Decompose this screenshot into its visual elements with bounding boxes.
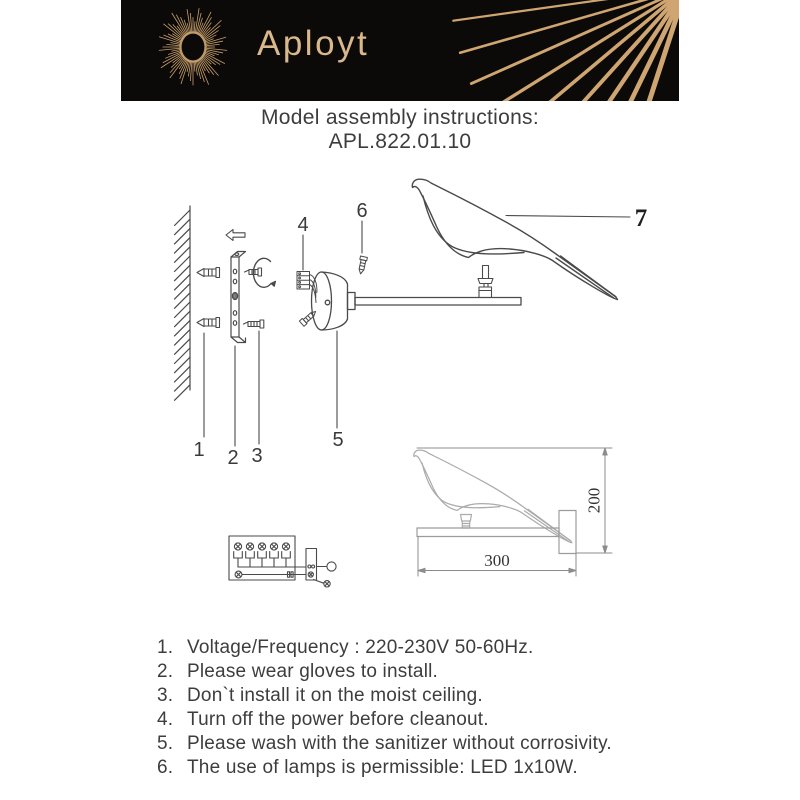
- instruction-item: [157, 708, 677, 732]
- instruction-item: [157, 660, 677, 684]
- bird-stud: [478, 266, 493, 298]
- instruction-list: [157, 636, 677, 780]
- lamp-arm: [355, 298, 521, 306]
- instruction-text: Please wear gloves to install.: [187, 661, 439, 682]
- lamp-symbol: [327, 562, 336, 571]
- instruction-text: Turn off the power before cleanout.: [187, 709, 489, 730]
- part-label-5: 5: [332, 429, 344, 451]
- bird-lamp-drawing: [412, 179, 617, 299]
- mounting-screw: [244, 320, 264, 328]
- part-label-6: 6: [356, 200, 368, 222]
- wall-hatching: [175, 210, 191, 400]
- width-dimension: 300: [484, 551, 510, 570]
- title-block: [0, 106, 800, 154]
- page-title: Model assembly instructions:: [260, 106, 539, 129]
- top-screw: [357, 256, 367, 275]
- instruction-item: [157, 684, 677, 708]
- wire-connector: [297, 272, 317, 303]
- instruction-item: [157, 636, 677, 660]
- instruction-text: Please wash with the sanitizer without corrosivity.: [187, 733, 612, 754]
- banner-decoration: [121, 0, 679, 101]
- mounting-bracket: [231, 252, 246, 343]
- instruction-number: 4.: [157, 709, 174, 730]
- wiring-diagram: [229, 536, 336, 587]
- instruction-number: 5.: [157, 733, 174, 754]
- leader-lines: [204, 216, 630, 447]
- instruction-item: [157, 756, 677, 780]
- assembly-diagram: [140, 168, 680, 620]
- wall-anchor-bottom: [197, 318, 220, 328]
- instruction-text: Don`t install it on the moist ceiling.: [187, 685, 483, 706]
- part-label-2: 2: [227, 447, 239, 469]
- brand-logo-text: Aployt: [257, 24, 370, 63]
- screw-with-rotation: [245, 258, 276, 287]
- instruction-number: 6.: [157, 757, 174, 778]
- dimension-drawing: [414, 448, 612, 576]
- part-labels: [193, 200, 647, 469]
- instruction-number: 1.: [157, 637, 174, 658]
- instruction-text: Voltage/Frequency : 220-230V 50-60Hz.: [187, 637, 534, 658]
- dimension-lines: [417, 448, 612, 576]
- height-dimension: 200: [584, 487, 604, 514]
- ghost-arm: [417, 528, 559, 537]
- wall-anchor-top: [197, 268, 220, 278]
- part-label-3: 3: [251, 445, 263, 467]
- bird-outline-ghost: [414, 450, 572, 543]
- part-label-7: 7: [634, 205, 648, 232]
- brand-banner: [121, 0, 679, 101]
- instruction-number: 3.: [157, 685, 174, 706]
- model-number: APL.822.01.10: [328, 130, 472, 153]
- part-label-1: 1: [193, 439, 205, 461]
- part-label-4: 4: [297, 214, 309, 236]
- wall-section: [175, 206, 191, 400]
- wall-plate: [559, 511, 576, 554]
- instruction-text: The use of lamps is permissible: LED 1x10W.: [187, 757, 578, 778]
- direction-arrow-icon: [226, 230, 245, 241]
- terminal-screws: [234, 543, 291, 567]
- ghost-stud: [461, 515, 472, 529]
- canopy: [312, 272, 356, 330]
- instruction-item: [157, 732, 677, 756]
- instruction-number: 2.: [157, 661, 174, 682]
